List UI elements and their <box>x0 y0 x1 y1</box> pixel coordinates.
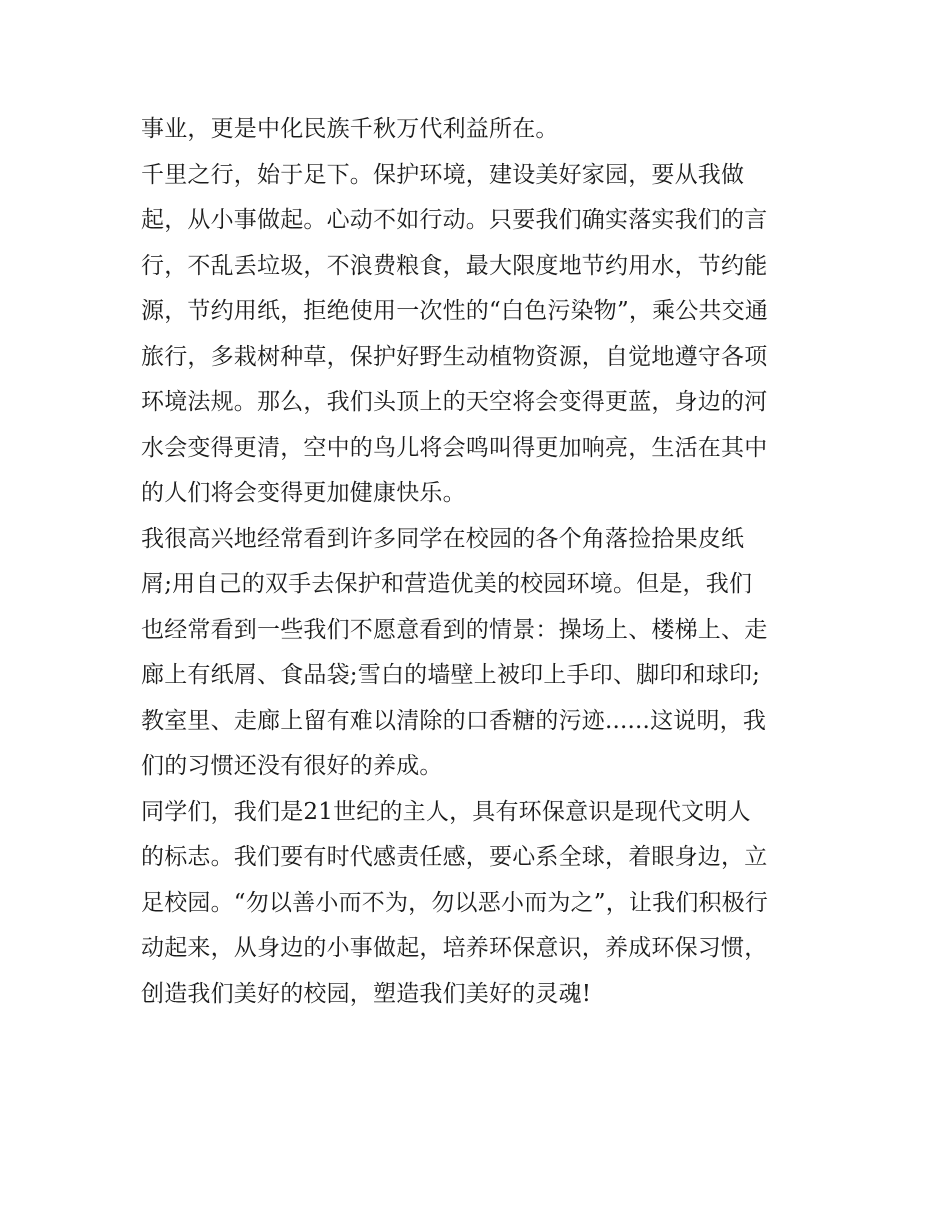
text-line: 旅行，多栽树种草，保护好野生动植物资源，自觉地遵守各项 <box>141 343 768 370</box>
text-line: 水会变得更清，空中的鸟儿将会鸣叫得更加响亮，生活在其中 <box>141 434 768 461</box>
text-line: 屑;用自己的双手去保护和营造优美的校园环境。但是，我们 <box>141 571 753 597</box>
text-line: 足校园。“勿以善小而不为，勿以恶小而为之”，让我们积极行 <box>141 889 769 916</box>
text-line: 的标志。我们要有时代感责任感，要心系全球，着眼身边，立 <box>141 844 768 870</box>
text-line: 源，节约用纸，拒绝使用一次性的“白色污染物”，乘公共交通 <box>141 298 769 324</box>
text-line: 我很高兴地经常看到许多同学在校园的各个角落捡拾果皮纸 <box>141 525 745 552</box>
text-line: 起，从小事做起。心动不如行动。只要我们确实落实我们的言 <box>141 207 768 233</box>
text-line: 廊上有纸屑、食品袋;雪白的墙壁上被印上手印、脚印和球印; <box>141 662 761 688</box>
text-line: 同学们，我们是21世纪的主人，具有环保意识是现代文明人 <box>141 798 751 825</box>
text-line: 千里之行，始于足下。保护环境，建设美好家园，要从我做 <box>141 161 745 188</box>
text-line: 行，不乱丢垃圾，不浪费粮食，最大限度地节约用水，节约能 <box>141 252 768 279</box>
document-body <box>141 107 821 1017</box>
text-line: 也经常看到一些我们不愿意看到的情景：操场上、楼梯上、走 <box>141 616 768 643</box>
text-line: 教室里、走廊上留有难以清除的口香糖的污迹......这说明，我 <box>141 707 767 734</box>
text-line: 们的习惯还没有很好的养成。 <box>141 753 443 779</box>
text-line: 动起来，从身边的小事做起，培养环保意识，养成环保习惯， <box>141 935 768 961</box>
text-line: 事业，更是中化民族千秋万代利益所在。 <box>141 116 559 142</box>
text-line: 环境法规。那么，我们头顶上的天空将会变得更蓝，身边的河 <box>141 389 768 415</box>
text-line: 的人们将会变得更加健康快乐。 <box>141 480 466 506</box>
text-line: 创造我们美好的校园，塑造我们美好的灵魂! <box>141 980 592 1007</box>
